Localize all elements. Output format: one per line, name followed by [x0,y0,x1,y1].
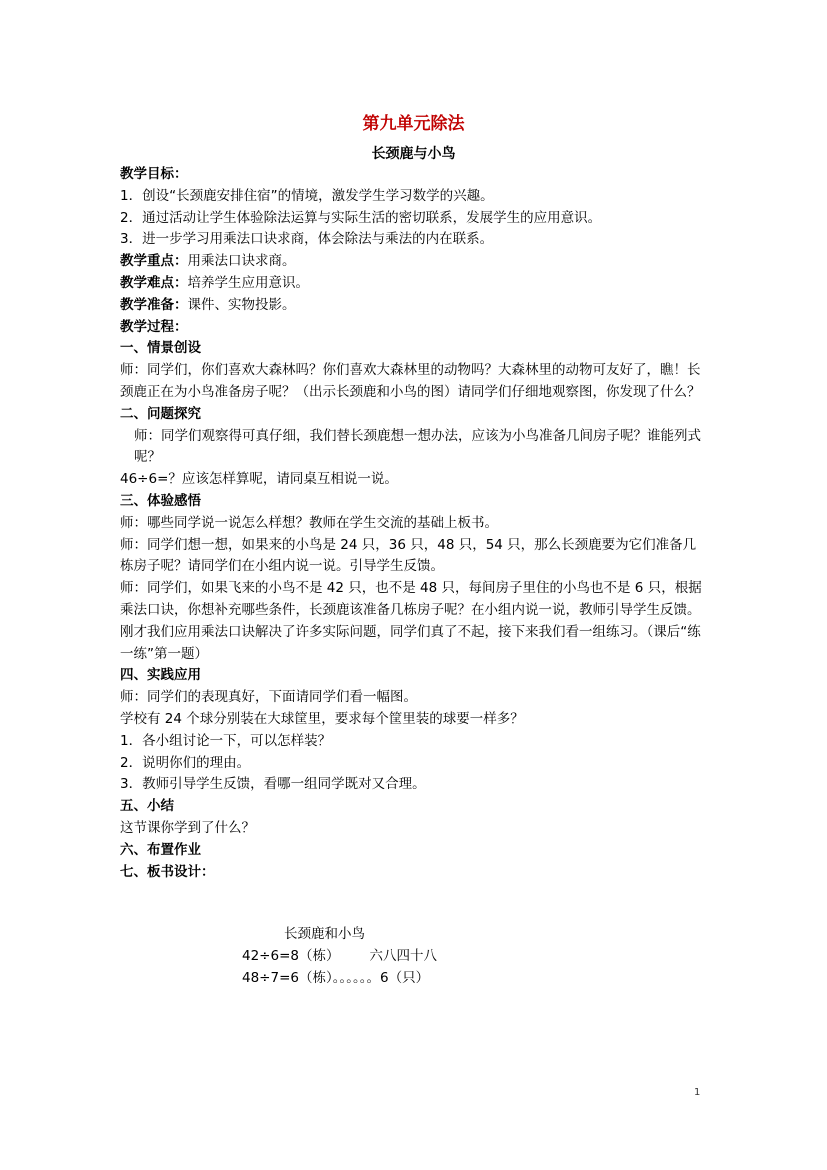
difficulty-text: 培养学生应用意识。 [187,274,309,291]
paragraph: 刚才我们应用乘法口诀解决了许多实际问题，同学们真了不起，接下来我们看一组练习。（课后“练一练”第一题） [120,623,701,662]
board-line: 48÷7=6（栋）。。。。。。6（只） [242,970,430,986]
paragraph: 这节课你学到了什么？ [120,819,255,836]
paragraph: 师：哪些同学说一说怎么样想？教师在学生交流的基础上板书。 [120,514,498,531]
paragraph: 2．说明你们的理由。 [120,754,251,771]
paragraph: 3．进一步学习用乘法口诀求商，体会除法与乘法的内在联系。 [120,231,494,248]
board-line: 42÷6=8（栋） 六八四十八 [242,948,438,964]
paragraph: 2．通过活动让学生体验除法运算与实际生活的密切联系，发展学生的应用意识。 [120,209,602,226]
section-heading: 四、实践应用 [120,667,201,684]
key-point-label: 教学重点： [120,253,188,270]
paragraph: 1．各小组讨论一下，可以怎样装？ [120,732,332,749]
page-title: 第九单元除法 [362,114,465,134]
document-body [120,164,708,883]
section-heading: 五、小结 [120,798,174,815]
key-point-line [120,251,708,273]
page-subtitle: 长颈鹿与小鸟 [371,146,456,162]
key-point-text: 用乘法口诀求商。 [187,253,296,270]
difficulty-line [120,273,708,295]
paragraph: 3．教师引导学生反馈，看哪一组同学既对又合理。 [120,776,426,793]
section-heading: 二、问题探究 [120,405,201,422]
paragraph: 师：同学们，如果飞来的小鸟不是 42 只，也不是 48 只，每间房子里住的小鸟也不是 6 只，根据乘法口诀，你想补充哪些条件，长颈鹿该准备几栋房子呢？在小组内说一说，教师引导学生反馈。 [120,580,702,618]
preparation-text: 课件、实物投影。 [187,296,296,313]
section-heading: 六、布置作业 [120,841,201,858]
difficulty-label: 教学难点： [120,274,188,291]
paragraph: 师：同学们的表现真好，下面请同学们看一幅图。 [120,689,417,706]
section-heading: 三、体验感悟 [120,492,201,509]
paragraph: 学校有 24 个球分别装在大球筐里，要求每个筐里装的球要一样多？ [120,710,524,727]
board-title: 长颈鹿和小鸟 [284,926,365,942]
paragraph: 师：同学们，你们喜欢大森林吗？你们喜欢大森林里的动物吗？大森林里的动物可友好了，瞧！长颈鹿正在为小鸟准备房子呢？（出示长颈鹿和小鸟的图）请同学们仔细地观察图，你发现了什么？ [120,362,701,400]
paragraph: 师：同学们观察得可真仔细，我们替长颈鹿想一想办法，应该为小鸟准备几间房子呢？谁能列式呢？ [134,427,701,466]
paragraph: 师：同学们想一想，如果来的小鸟是 24 只，36 只，48 只，54 只，那么长颈鹿要为它们准备几栋房子呢？请同学们在小组内说一说。引导学生反馈。 [120,536,697,575]
heading-process: 教学过程： [120,318,188,335]
section-heading: 一、情景创设 [120,340,201,357]
board-design [242,923,437,989]
page-number: 1 [694,1087,701,1098]
preparation-label: 教学准备： [120,296,188,313]
preparation-line [120,295,708,317]
paragraph: 1．创设“长颈鹿安排住宿”的情境，激发学生学习数学的兴趣。 [120,187,494,204]
paragraph: 46÷6=？应该怎样算呢，请同桌互相说一说。 [120,471,398,488]
heading-objectives: 教学目标： [120,166,188,182]
section-heading: 七、板书设计： [120,863,215,880]
